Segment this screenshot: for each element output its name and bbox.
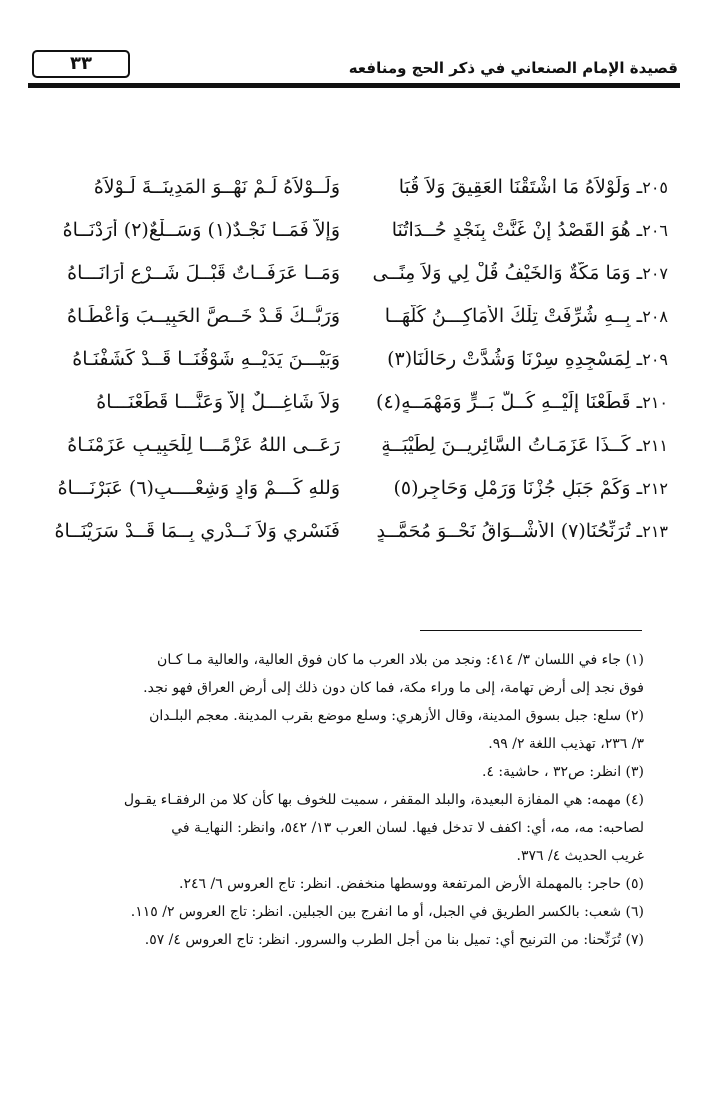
verse [40, 208, 668, 251]
footnote-separator [420, 630, 642, 631]
footnote-line: فوق نجد إلى أرض تهامة، إلى ما وراء مكة، فما كان دون ذلك إلى أرض العراق فهو نجد. [143, 680, 644, 696]
first-hemistich [368, 348, 668, 370]
footnote-line: ٣/ ٢٣٦، تهذيب اللغة ٢/ ٩٩. [488, 736, 644, 752]
footnote [66, 926, 644, 954]
first-hemistich [368, 219, 668, 241]
verse-number: ٢٠٨ [642, 306, 668, 326]
footnote [66, 702, 644, 758]
hemistich-text: ـ قَطَعْنَا إِلَيْــهِ كُــلَّ بَــرٍّ وَمَهْمَــهٍ(٤) [376, 390, 643, 413]
footnote [66, 758, 644, 786]
footnote [66, 898, 644, 926]
verse-number: ٢١٢ [642, 478, 668, 498]
first-hemistich [368, 262, 668, 284]
verse [40, 466, 668, 509]
second-hemistich: وَمَــا عَرَفَــاتٌ قَبْــلَ شَــرْعٍ أَرَانَـــاهُ [67, 261, 340, 284]
second-hemistich: وَبَيْـــنَ يَدَيْــهِ شَوْقُنَــا قَــدْ كَشَفْنَـاهُ [72, 347, 340, 370]
verse-number: ٢١١ [642, 435, 668, 455]
first-hemistich [368, 391, 668, 413]
footnote [66, 646, 644, 702]
second-hemistich: وَلاَ شَاغِـــلٌ إِلاَّ وَعَنَّـــا قَطَعْنَـــاهُ [96, 390, 340, 413]
footnotes [66, 646, 644, 954]
footnote-line: (٥) حاجر: بالمهملة الأرض المرتفعة ووسطها منخفض. انظر: تاج العروس ٦/ ٢٤٦. [179, 876, 644, 892]
verse [40, 380, 668, 423]
verse-number: ٢١٣ [642, 521, 668, 541]
hemistich-text: ـ وَكَمْ جَبَلٍ جُزْنَا وَرَمْلٍ وَحَاجِرٍ(٥) [393, 476, 643, 499]
page-header [0, 40, 708, 100]
footnote-line: (٣) انظر: ص٣٢ ، حاشية: ٤. [482, 764, 644, 780]
verse-number: ٢٠٧ [642, 263, 668, 283]
second-hemistich: وَللهِ كَـــمْ وَادٍ وَشِعْــــبٍ(٦) عَبَرْنَـــاهُ [57, 476, 340, 499]
first-hemistich [368, 434, 668, 456]
verse [40, 337, 668, 380]
footnote-line: (٧) تُرَنِّحنا: من الترنيح أي: تميل بنا من أجل الطرب والسرور. انظر: تاج العروس ٤/ ٥٧. [144, 932, 644, 948]
footnote-line: (٦) شعب: بالكسر الطريق في الجبل، أو ما انفرج بين الجبلين. انظر: تاج العروس ٢/ ١١٥. [130, 904, 644, 920]
verse [40, 509, 668, 552]
hemistich-text: ـ لِمَسْجِدِهِ سِرْنَا وَشُدَّتْ رِحَالُنَا(٣) [387, 347, 643, 370]
hemistich-text: ـ تُرَنِّحُنَا(٧) الأَشْــوَاقُ نَحْــوَ مُحَمَّــدٍ [376, 519, 643, 542]
footnote [66, 870, 644, 898]
verse-number: ٢٠٥ [642, 177, 668, 197]
header-rule [28, 83, 680, 88]
second-hemistich: وَرَبُّــكَ قَـدْ خَــصَّ الحَبِيــبَ وَأَعْطَـاهُ [67, 304, 340, 327]
hemistich-text: ـ هُوَ القَصْدُ إِنْ غَنَّتْ بِنَجْدٍ حُــدَاتُنَا [391, 218, 643, 241]
page-number: ٣٣ [32, 50, 130, 78]
hemistich-text: ـ وَلَوْلاَهُ مَا اشْتَقْنَا العَقِيقَ وَلاَ قُبَا [398, 175, 643, 198]
verse-number: ٢١٠ [642, 392, 668, 412]
verse [40, 294, 668, 337]
verse [40, 423, 668, 466]
verse [40, 165, 668, 208]
hemistich-text: ـ وَمَا مَكَّةٌ وَالخَيْفُ قُلْ لِي وَلاَ مِنًــى [372, 261, 643, 284]
footnote-line: (٢) سلع: جبل بسوق المدينة، وقال الأزهري: وسلع موضع بقرب المدينة. معجم البلـدان [149, 708, 644, 724]
verse [40, 251, 668, 294]
second-hemistich: فَنَسْرِي وَلاَ نَــدْرِي بِــمَا قَــدْ سَرَيْنَــاهُ [54, 519, 340, 542]
first-hemistich [368, 176, 668, 198]
second-hemistich: رَعَــى اللهُ عَزْمًـــا لِلْحَبِيـبِ عَزَمْنَـاهُ [67, 433, 340, 456]
hemistich-text: ـ كَــذَا عَزَمَـاتُ السَّائِرِيــنَ لِطَيْبَــةٍ [381, 433, 643, 456]
footnote-line: (١) جاء في اللسان ٣/ ٤١٤: ونجد من بلاد العرب ما كان فوق العالية، والعالية مـا كـان [157, 652, 644, 668]
second-hemistich: وَلَــوْلاَهُ لَـمْ نَهْــوَ المَدِينَــةَ لَـوْلاَهُ [93, 175, 340, 198]
footnote-line: غريب الحديث ٤/ ٣٧٦. [516, 848, 644, 864]
second-hemistich: وَإِلاَّ فَمَــا نَجْـدٌ(١) وَسَــلْعٌ(٢) أَرَدْنَــاهُ [62, 218, 340, 241]
verse-number: ٢٠٩ [642, 349, 668, 369]
footnote [66, 786, 644, 870]
footnote-line: لصاحبه: مه، مه، أي: اكفف لا تدخل فيها. لسان العرب ١٣/ ٥٤٢، وانظر: النهايـة في [171, 820, 644, 836]
first-hemistich [368, 477, 668, 499]
footnote-line: (٤) مهمه: هي المفازة البعيدة، والبلد المقفر ، سميت للخوف بها كأن كلا من الرفقـاء يقـول [123, 792, 644, 808]
first-hemistich [368, 520, 668, 542]
verse-number: ٢٠٦ [642, 220, 668, 240]
first-hemistich [368, 305, 668, 327]
poem [40, 165, 668, 552]
hemistich-text: ـ بِــهِ شُرِّفَتْ تِلْكَ الأَمَاكِـــنُ كُلُّهَــا [384, 304, 643, 327]
running-title: قصيدة الإمام الصنعاني في ذكر الحج ومنافعه [348, 59, 678, 77]
